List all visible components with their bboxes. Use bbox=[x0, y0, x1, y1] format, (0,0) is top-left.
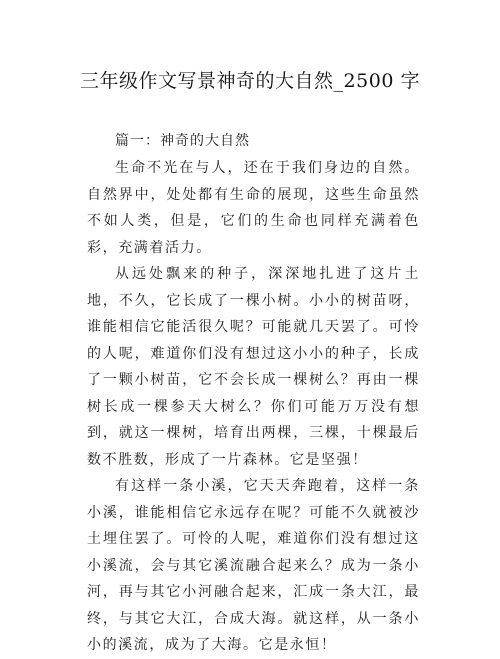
document-title: 三年级作文写景神奇的大自然_2500 字 bbox=[80, 70, 420, 92]
paragraph-2: 从远处飘来的种子，深深地扎进了这片土地，不久，它长成了一棵小树。小小的树苗呀，谁能相信它能活很久呢？可能就几天罢了。可怜的人呢，难道你们没有想过这小小的种子，长成了一颗小树苗，它不会长成一棵树么？再由一棵树长成一棵参天大树么？你们可能万万没有想到，就这一棵树，培育出两棵，三棵，十棵最后数不胜数，形成了一片森林。它是坚强！ bbox=[87, 266, 420, 468]
document-body bbox=[87, 128, 420, 659]
paragraph-1: 生命不光在与人，还在于我们身边的自然。自然界中，处处都有生命的展现，这些生命虽然不如人类，但是，它们的生命也同样充满着色彩，充满着活力。 bbox=[87, 160, 420, 256]
paragraph-3: 有这样一条小溪，它天天奔跑着，这样一条小溪，谁能相信它永远存在呢？可能不久就被沙土埋住罢了。可怜的人呢，难道你们没有想过这小溪流，会与其它溪流融合起来么？成为一条小河，再与其它小河融合起来，汇成一条大江，最终，与其它大江，合成大海。就这样，从一条小小的溪流，成为了大海。它是永恒！ bbox=[87, 478, 420, 653]
section-heading: 篇一：神奇的大自然 bbox=[115, 133, 250, 149]
